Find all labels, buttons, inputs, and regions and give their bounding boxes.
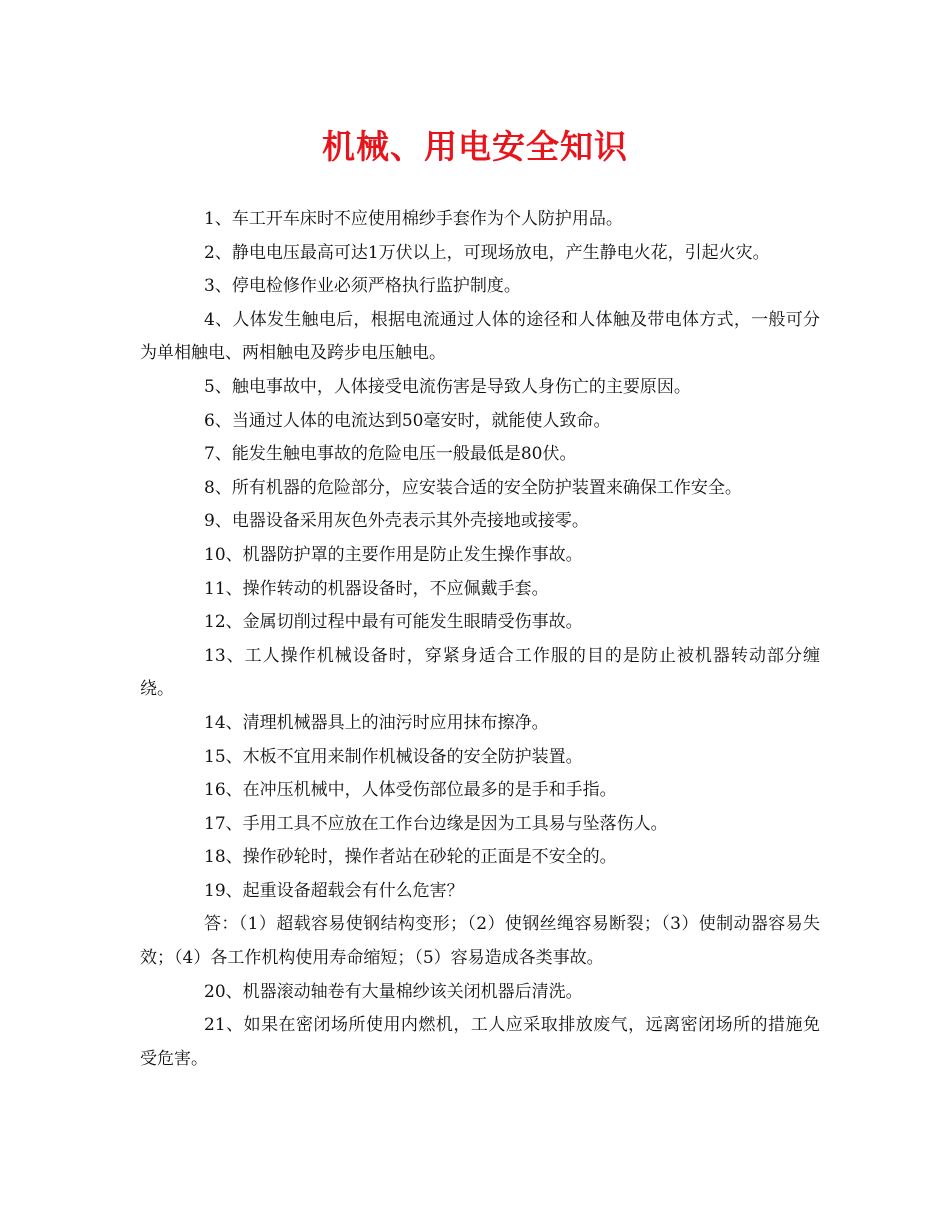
paragraph-16: 16、在冲压机械中，人体受伤部位最多的是手和手指。 bbox=[204, 780, 617, 801]
paragraph-answer: 答：（1）超载容易使钢结构变形；（2）使钢丝绳容易断裂；（3）使制动器容易失效；（4）各工作机构使用寿命缩短；（5）容易造成各类事故。 bbox=[140, 914, 820, 969]
paragraph-8: 8、所有机器的危险部分，应安装合适的安全防护装置来确保工作安全。 bbox=[204, 477, 742, 498]
paragraph-1: 1、车工开车床时不应使用棉纱手套作为个人防护用品。 bbox=[204, 209, 623, 229]
paragraph-13: 13、工人操作机械设备时，穿紧身适合工作服的目的是防止被机器转动部分缠绕。 bbox=[140, 645, 820, 700]
paragraph-4: 4、人体发生触电后，根据电流通过人体的途径和人体触及带电体方式，一般可分为单相触电、两相触电及跨步电压触电。 bbox=[140, 309, 820, 364]
document-body bbox=[140, 203, 820, 1076]
paragraph-20: 20、机器滚动轴卷有大量棉纱该关闭机器后清洗。 bbox=[204, 981, 583, 1002]
paragraph-12: 12、金属切削过程中最有可能发生眼睛受伤事故。 bbox=[204, 612, 583, 633]
paragraph-3: 3、停电检修作业必须严格执行监护制度。 bbox=[204, 276, 521, 297]
paragraph-19: 19、起重设备超载会有什么危害？ bbox=[204, 880, 464, 901]
paragraph-10: 10、机器防护罩的主要作用是防止发生操作事故。 bbox=[204, 544, 583, 565]
paragraph-14: 14、清理机械器具上的油污时应用抹布擦净。 bbox=[204, 712, 549, 733]
paragraph-2: 2、静电电压最高可达1万伏以上，可现场放电，产生静电火花，引起火灾。 bbox=[204, 242, 770, 263]
paragraph-15: 15、木板不宜用来制作机械设备的安全防护装置。 bbox=[204, 746, 583, 767]
paragraph-6: 6、当通过人体的电流达到50毫安时，就能使人致命。 bbox=[204, 410, 611, 431]
paragraph-7: 7、能发生触电事故的危险电压一般最低是80伏。 bbox=[204, 444, 577, 465]
paragraph-9: 9、电器设备采用灰色外壳表示其外壳接地或接零。 bbox=[204, 511, 589, 532]
paragraph-18: 18、操作砂轮时，操作者站在砂轮的正面是不安全的。 bbox=[204, 847, 617, 868]
page-title: 机械、用电安全知识 bbox=[322, 127, 628, 166]
paragraph-21: 21、如果在密闭场所使用内燃机，工人应采取排放废气，远离密闭场所的措施免受危害。 bbox=[140, 1015, 820, 1069]
paragraph-5: 5、触电事故中，人体接受电流伤害是导致人身伤亡的主要原因。 bbox=[204, 376, 691, 397]
paragraph-11: 11、操作转动的机器设备时，不应佩戴手套。 bbox=[204, 578, 549, 599]
paragraph-17: 17、手用工具不应放在工作台边缘是因为工具易与坠落伤人。 bbox=[204, 813, 668, 834]
